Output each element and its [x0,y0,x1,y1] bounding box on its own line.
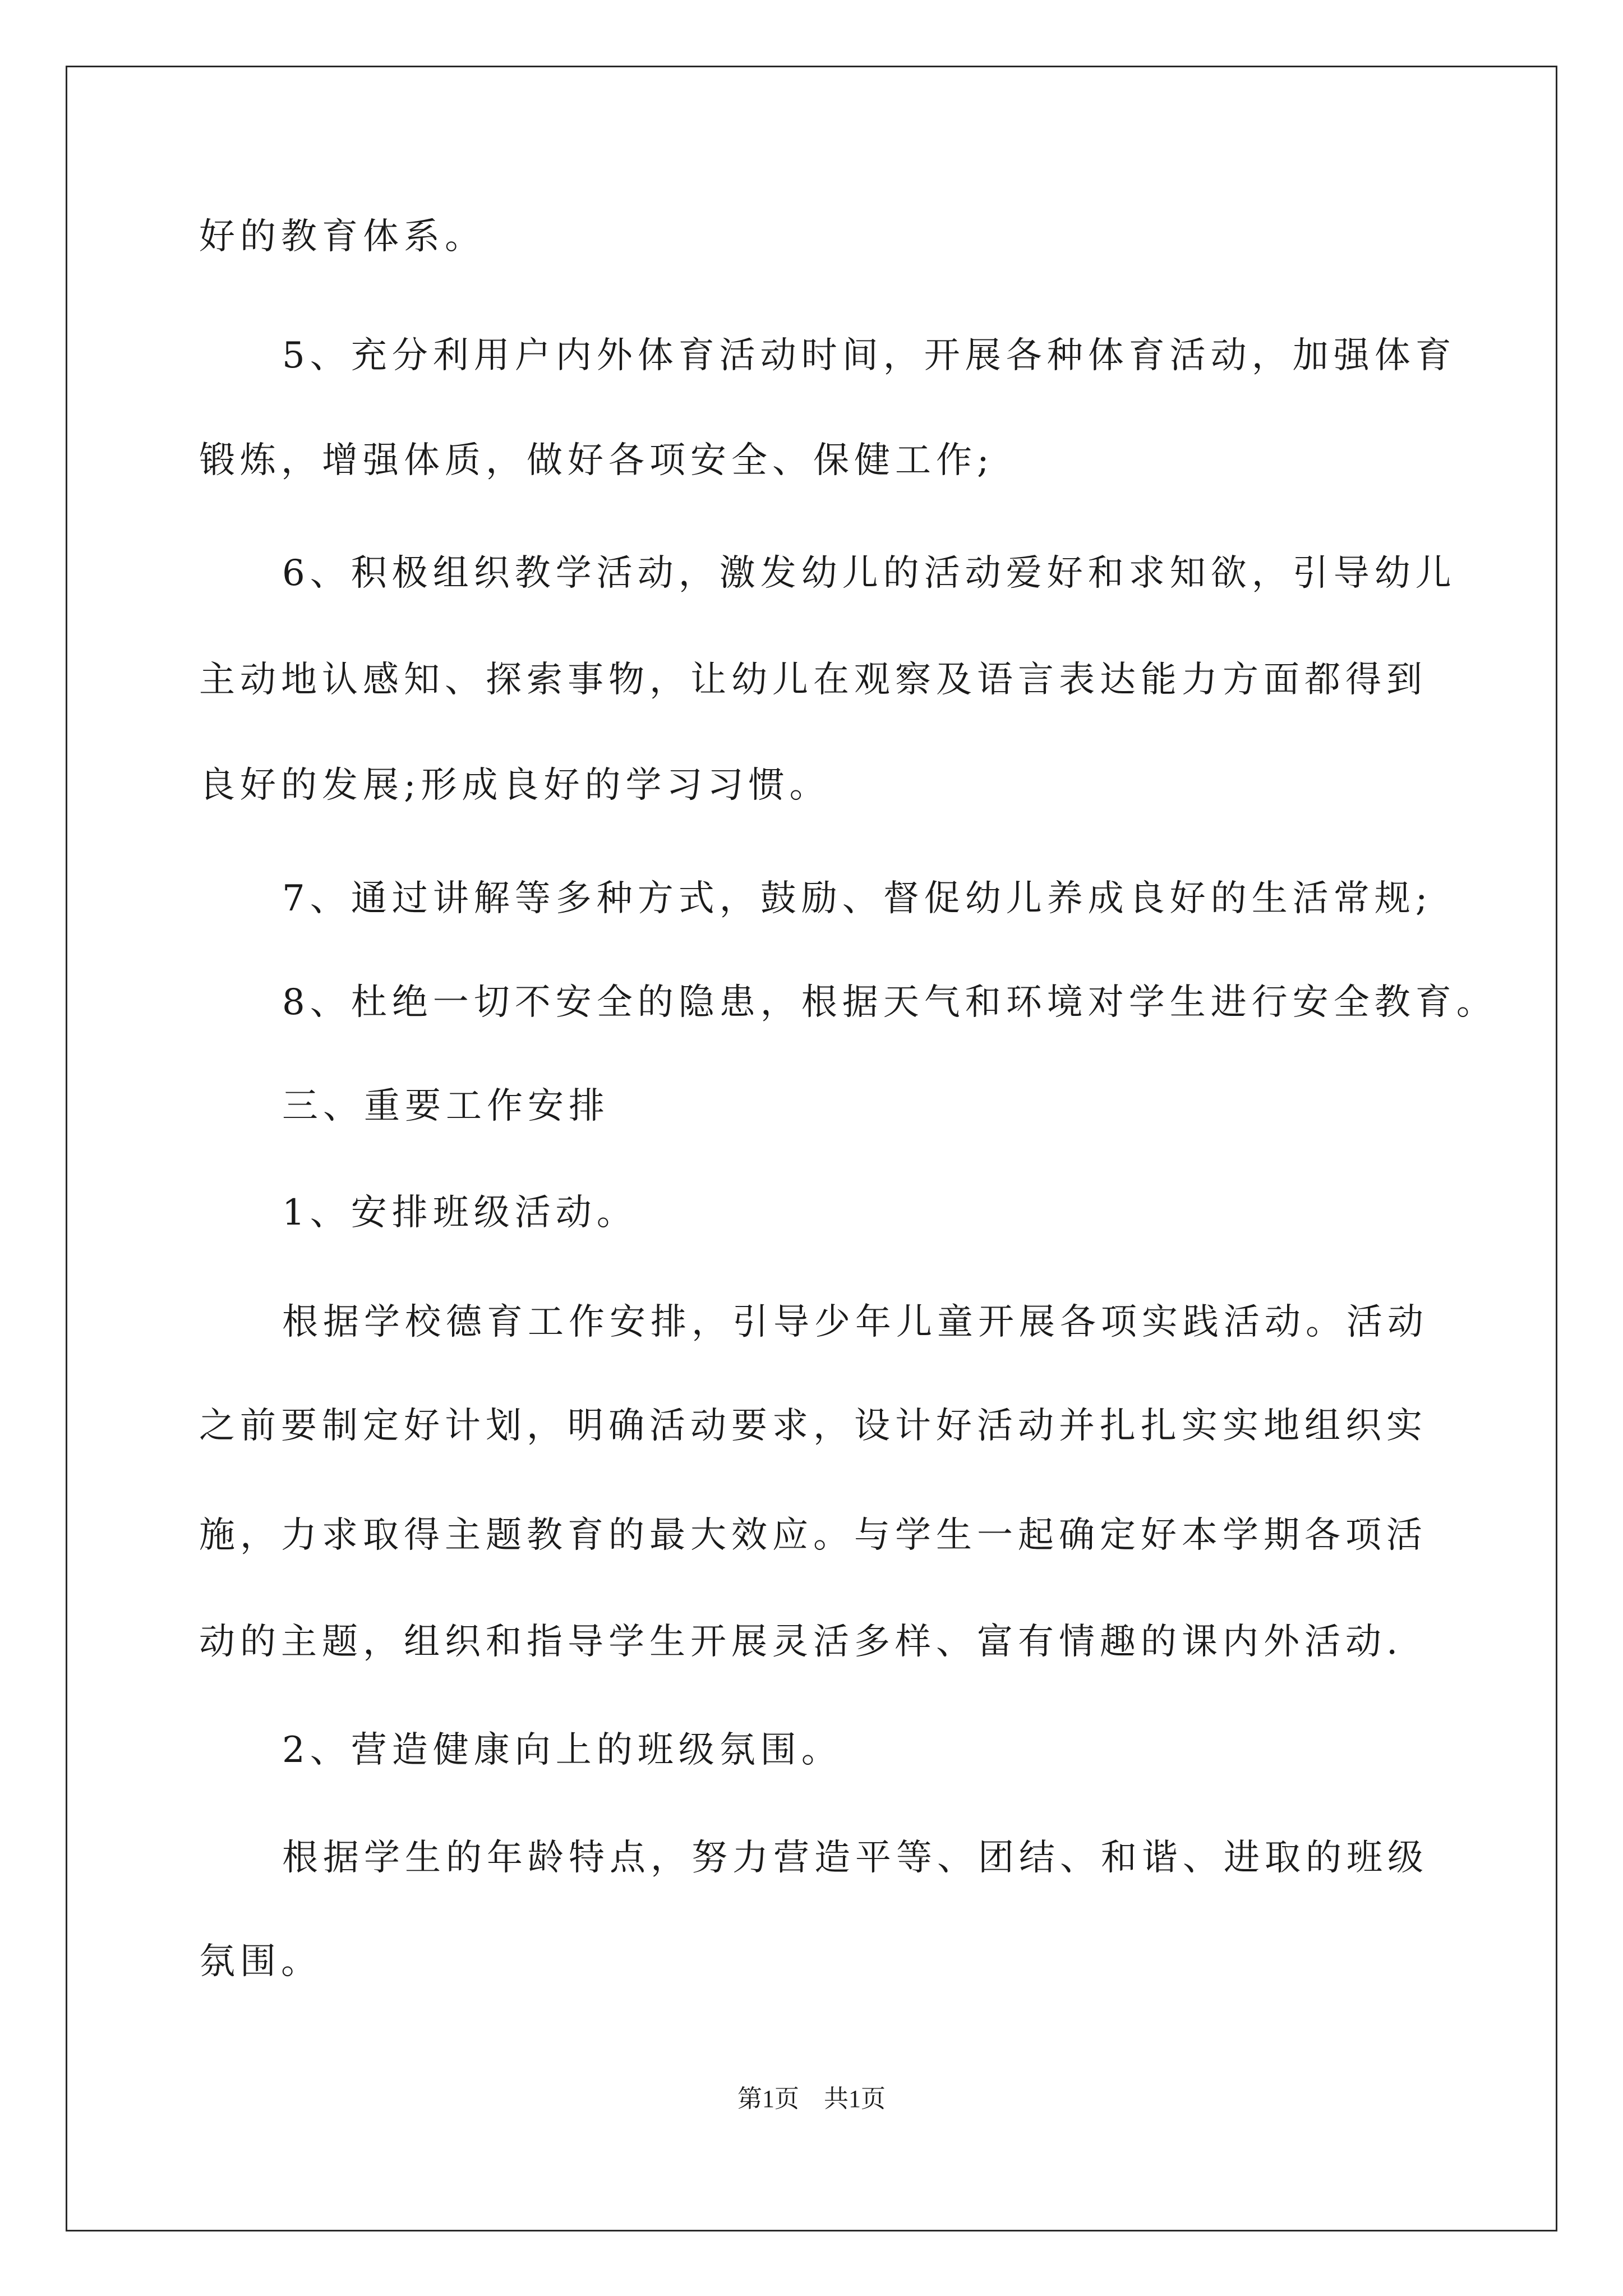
subsection-heading: 1、安排班级活动。 [282,1192,638,1234]
text-line: 锻炼，增强体质，做好各项安全、保健工作; [199,440,994,481]
text-line: 良好的发展;形成良好的学习习惯。 [199,765,831,806]
text-line: 好的教育体系。 [199,216,486,257]
text-line: 7、通过讲解等多种方式，鼓励、督促幼儿养成良好的生活常规; [282,878,1433,919]
text-line: 根据学校德育工作安排，引导少年儿童开展各项实践活动。活动 [282,1301,1428,1343]
text-line: 氛围。 [199,1941,322,1982]
text-line: 5、充分利用户内外体育活动时间，开展各种体育活动，加强体育 [282,335,1456,376]
text-line: 8、杜绝一切不安全的隐患，根据天气和环境对学生进行安全教育。 [282,982,1497,1023]
text-line: 动的主题，组织和指导学生开展灵活多样、富有情趣的课内外活动. [199,1621,1403,1663]
page-number: 第1页 共1页 [737,2085,886,2113]
text-line: 主动地认感知、探索事物，让幼儿在观察及语言表达能力方面都得到 [199,659,1427,701]
text-line: 之前要制定好计划，明确活动要求，设计好活动并扎扎实实地组织实 [199,1405,1427,1447]
page-border [66,66,1557,2231]
text-line: 6、积极组织教学活动，激发幼儿的活动爱好和求知欲，引导幼儿 [282,553,1456,594]
section-heading: 三、重要工作安排 [282,1085,610,1127]
text-line: 根据学生的年龄特点，努力营造平等、团结、和谐、进取的班级 [282,1837,1428,1879]
text-line: 施，力求取得主题教育的最大效应。与学生一起确定好本学期各项活 [199,1515,1427,1556]
subsection-heading: 2、营造健康向上的班级氛围。 [282,1729,842,1771]
